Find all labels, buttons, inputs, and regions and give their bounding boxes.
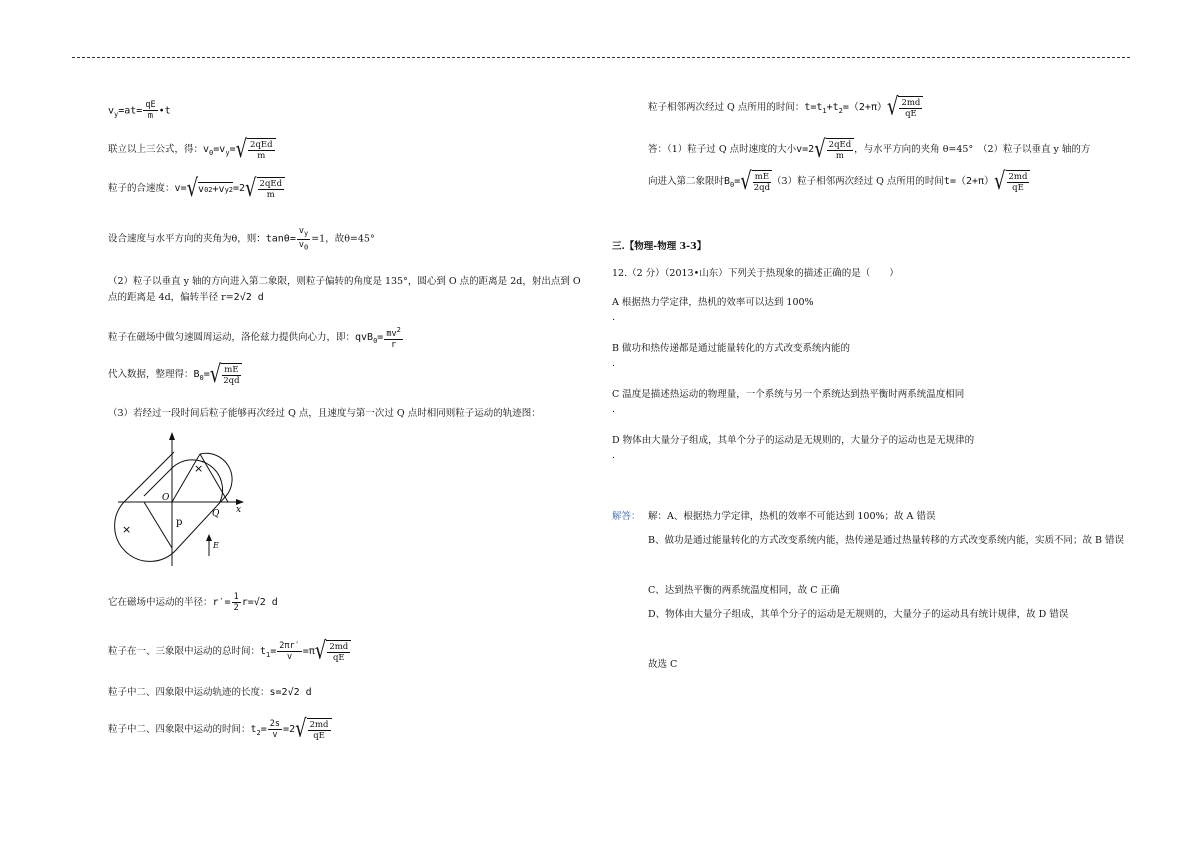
solution-b: B、做功是通过能量转化的方式改变系统内能，热传递是通过热量转移的方式改变系统内能，实质不同；故 B 错误 xyxy=(648,535,1125,546)
chord-3 xyxy=(144,502,172,548)
option-d: D 物体由大量分子组成，其单个分子的运动是无规则的，大量分子的运动也是无规律的 xyxy=(612,435,975,446)
eq-vy: $v_y=at=$ $\frac{qE}{m}$ •t xyxy=(108,100,171,121)
option-c: C 温度是描述热运动的物理量，一个系统与另一个系统达到热平衡时两系统温度相同 xyxy=(612,389,965,400)
line-combine: 联立以上三公式，得：$v_0=v_y=$ √ $\frac{\text{2qEd}}{m}$ xyxy=(108,138,276,161)
section-title: 三.【物理-物理 3-3】 xyxy=(612,241,707,252)
line-part3: （3）若经过一段时间后粒子能够再次经过 Q 点，且速度与第一次过 Q 点时相同则粒子运动的轨迹图： xyxy=(108,408,541,419)
path-upper-left xyxy=(144,468,172,496)
header-rule xyxy=(72,57,1130,58)
option-d-dot: . xyxy=(612,450,616,461)
solution-end: 故选 C xyxy=(648,659,678,670)
line-B0: 代入数据，整理得：$B_0=$ √ $\frac{mE}{2qd}$ xyxy=(108,359,240,388)
e-field-arrowhead xyxy=(206,534,212,541)
e-label: E xyxy=(213,541,219,550)
answer-line-2: 向进入第二象限时$B_0=$ √ $\frac{mE}{2qd}$ （3）粒子相邻两次经过 Q 点所用的时间t=（2+π） √ $\frac{2md}{qE}$ xyxy=(648,170,1030,193)
y-axis-arrow xyxy=(169,432,175,440)
solution-d: D、物体由大量分子组成，其单个分子的运动是无规则的，大量分子的运动具有统计规律，故 D 错误 xyxy=(648,609,1069,620)
line-time-24: 粒子中二、四象限中运动的时间：$t_2=$ $\frac{2s}{v}$ =2 √ $\frac{2md}{qE}$ xyxy=(108,718,332,741)
line-part2: （2）粒子以垂直 y 轴的方向进入第二象限，则粒子偏转的角度是 135°，圆心到 O 点的距离是 2d，射出点到 O 点的距离是 4d，偏转半径 r=2√2 d xyxy=(108,276,581,303)
origin-label: O xyxy=(162,493,170,503)
line-resultant-velocity: 粒子的合速度：v= √ v 0 2 +v y 2 =2 √ $\frac{\text{2qEd}}{m}$ xyxy=(108,177,285,200)
option-a: A 根据热力学定律，热机的效率可以达到 100% xyxy=(612,297,814,308)
line-total-time: 粒子相邻两次经过 Q 点所用的时间：$t=t_1+t_2=(2+\pi)$ √ $\frac{2md}{qE}$ xyxy=(648,96,923,119)
line-time-13: 粒子在一、三象限中运动的总时间：$t_1=$ $\frac{2\pi r'}{v}$ =π √ $\frac{2md}{qE}$ xyxy=(108,640,351,663)
cross-mark-lower: × xyxy=(122,523,132,536)
line-length-24: 粒子中二、四象限中运动轨迹的长度：s=2√2 d xyxy=(108,687,312,698)
x-axis-label: x xyxy=(236,505,242,515)
cross-mark-upper: × xyxy=(194,462,204,475)
line-lorentz: 粒子在磁场中做匀速圆周运动，洛伦兹力提供向心力，即：qvB$_0$= $\frac{mv^2}{r}$ xyxy=(108,326,401,350)
option-a-dot: . xyxy=(612,312,616,323)
solution-a: 解：A、根据热力学定律，热机的效率不可能达到 100%；故 A 错误 xyxy=(648,511,936,522)
option-b: B 做功和热传递都是通过能量转化的方式改变系统内能的 xyxy=(612,343,851,354)
solution-label: 解答： xyxy=(612,511,641,522)
p-label: p xyxy=(176,517,183,528)
option-b-dot: . xyxy=(612,358,616,369)
line-radius: 它在磁场中运动的半径：r′= $\frac{1}{2}$ r=√2 d xyxy=(108,592,278,613)
chord-2 xyxy=(200,454,228,502)
q-label: Q xyxy=(212,509,220,519)
line-angle: 设合速度与水平方向的夹角为θ，则：tanθ= $\frac{v_y}{v_0}$ =1，故θ=45° xyxy=(108,226,375,252)
trajectory-figure xyxy=(104,430,254,570)
question-12: 12.（2 分）（2013•山东）下列关于热现象的描述正确的是（ ） xyxy=(612,268,899,279)
solution-c: C、达到热平衡的两系统温度相同，故 C 正确 xyxy=(648,585,840,596)
option-c-dot: . xyxy=(612,404,616,415)
answer-line-1: 答：（1）粒子过 Q 点时速度的大小v=2 √ $\frac{\text{2qEd}}{m}$ ，与水平方向的夹角 θ=45° （2）粒子以垂直 y 轴的方 xyxy=(648,134,1091,163)
